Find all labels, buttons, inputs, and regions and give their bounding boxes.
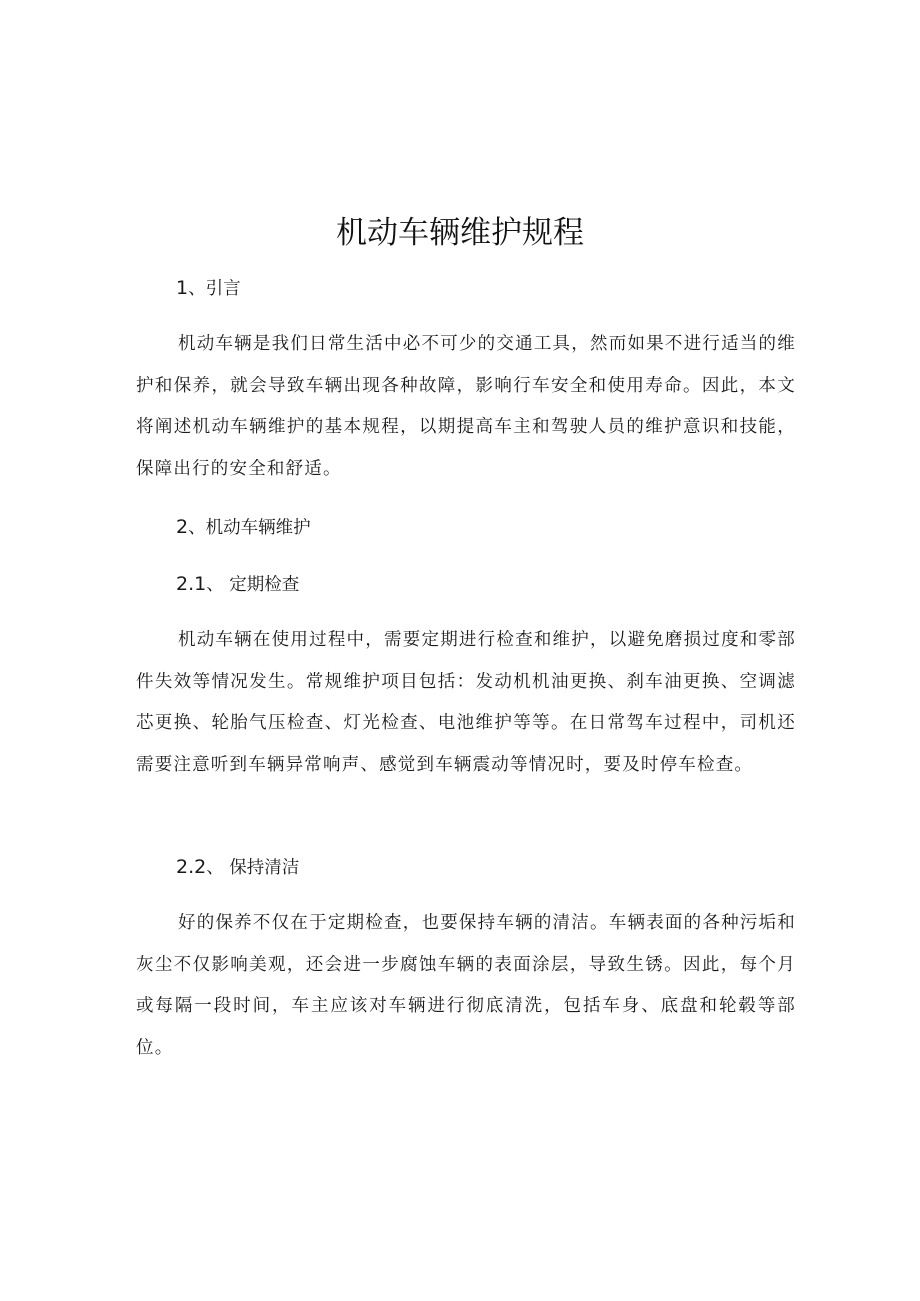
section-heading-maintenance [176,512,311,543]
section-heading-keep-clean [176,852,299,883]
section-number: 2.2 [176,856,207,878]
inspection-paragraph: 机动车辆在使用过程中，需要定期进行检查和维护，以避免磨损过度和零部件失效等情况发生。常规维护项目包括：发动机机油更换、刹车油更换、空调滤芯更换、轮胎气压检查、灯光检查、电池维护等等。在日常驾车过程中，司机还需要注意听到车辆异常响声、感觉到车辆震动等情况时，要及时停车检查。 [136,630,796,775]
section-heading-regular-inspection [176,569,299,600]
section-heading-intro [176,273,241,304]
section-number: 1 [176,277,189,299]
document-title: 机动车辆维护规程 [336,215,584,251]
intro-paragraph: 机动车辆是我们日常生活中必不可少的交通工具，然而如果不进行适当的维护和保养，就会导致车辆出现各种故障，影响行车安全和使用寿命。因此，本文将阐述机动车辆维护的基本规程，以期提高车主和驾驶人员的维护意识和技能，保障出行的安全和舒适。 [136,334,796,479]
section-number: 2.1 [176,573,207,595]
cleaning-paragraph: 好的保养不仅在于定期检查，也要保持车辆的清洁。车辆表面的各种污垢和灰尘不仅影响美观，还会进一步腐蚀车辆的表面涂层，导致生锈。因此，每个月或每隔一段时间，车主应该对车辆进行彻底清洗，包括车身、底盘和轮毂等部位。 [136,913,796,1058]
section-heading-text: 、机动车辆维护 [188,518,311,538]
section-number: 2 [176,516,189,538]
section-heading-text: 、引言 [188,279,241,299]
section-heading-text: 、 定期检查 [206,575,300,595]
section-heading-text: 、 保持清洁 [206,858,300,878]
